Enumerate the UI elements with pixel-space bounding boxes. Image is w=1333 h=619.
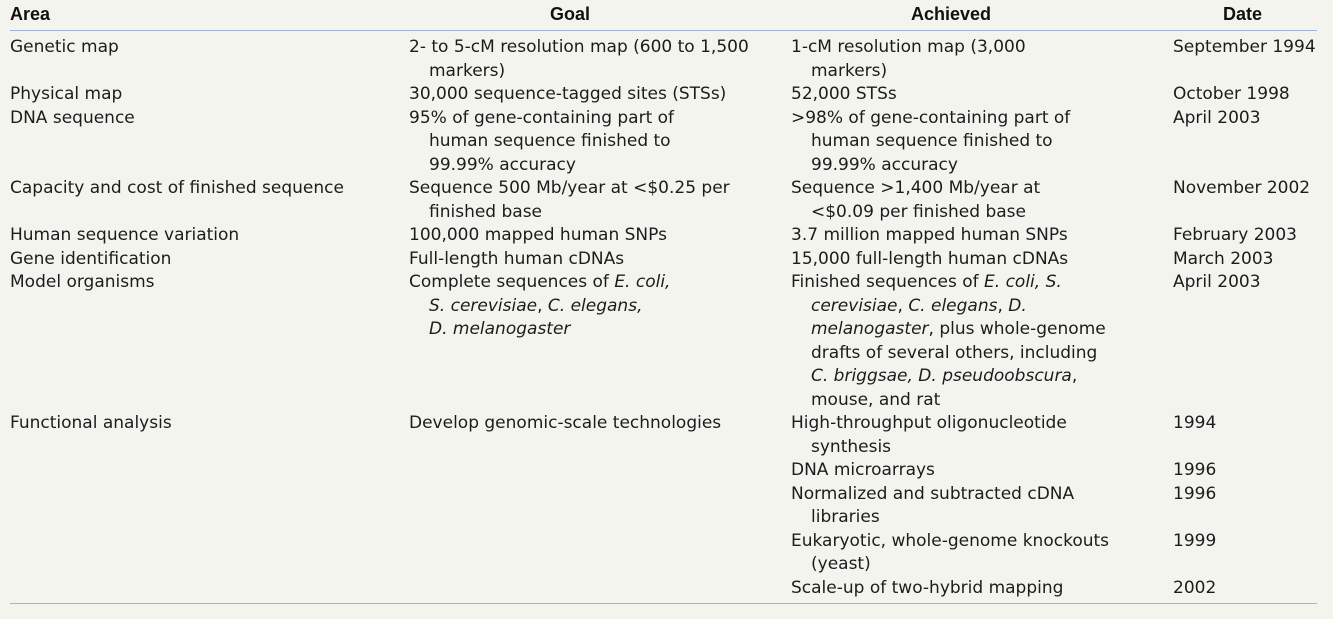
table-row <box>10 224 1317 248</box>
header-achieved: Achieved <box>911 4 992 24</box>
cell-achieved-line: Finished sequences of E. coli, S. <box>791 272 1062 292</box>
cell-achieved-item: Normalized and subtracted cDNA libraries <box>791 483 1075 527</box>
cell-area: Model organisms <box>10 272 155 292</box>
cell-area: Physical map <box>10 84 123 104</box>
table-bottom-rule <box>10 603 1317 604</box>
cell-area: DNA sequence <box>10 107 135 128</box>
cell-achieved-item: DNA microarrays <box>791 460 935 480</box>
cell-date: September 1994 <box>1173 37 1316 57</box>
cell-achieved-line: cerevisiae, C. elegans, D. <box>811 295 1027 316</box>
cell-achieved-item: Eukaryotic, whole-genome knockouts (yeast) <box>791 530 1110 574</box>
header-area: Area <box>10 4 51 24</box>
cell-achieved: 15,000 full-length human cDNAs <box>791 248 1069 269</box>
table-row <box>10 412 1317 600</box>
cell-date: 1996 <box>1173 483 1217 504</box>
cell-area: Functional analysis <box>10 413 172 433</box>
table-row <box>10 271 1317 412</box>
cell-achieved: Sequence >1,400 Mb/year at <$0.09 per finished base <box>791 178 1041 222</box>
cell-date: 1999 <box>1173 530 1217 551</box>
cell-area: Genetic map <box>10 37 119 57</box>
cell-area: Gene identification <box>10 248 172 269</box>
table-row <box>10 107 1317 178</box>
cell-date: March 2003 <box>1173 248 1274 269</box>
cell-area: Capacity and cost of finished sequence <box>10 178 344 198</box>
cell-date: February 2003 <box>1173 225 1297 245</box>
cell-date: April 2003 <box>1173 107 1261 128</box>
cell-achieved: 52,000 STSs <box>791 84 897 104</box>
cell-achieved-line: melanogaster, plus whole-genome drafts of several others, including <box>811 319 1106 363</box>
cell-goal-line: D. melanogaster <box>429 319 571 339</box>
table-header <box>10 0 1317 31</box>
cell-goal: Full-length human cDNAs <box>409 248 625 269</box>
cell-area: Human sequence variation <box>10 225 240 245</box>
cell-achieved: 3.7 million mapped human SNPs <box>791 225 1068 245</box>
cell-goal: 95% of gene-containing part of human sequence finished to 99.99% accuracy <box>409 107 675 175</box>
cell-date: 1994 <box>1173 413 1217 433</box>
table-row <box>10 36 1317 83</box>
cell-achieved-item: High-throughput oligonucleotide synthesis <box>791 413 1067 457</box>
cell-achieved-line: mouse, and rat <box>811 389 941 410</box>
cell-date: November 2002 <box>1173 178 1311 198</box>
cell-achieved <box>791 271 1161 412</box>
cell-achieved-line: C. briggsae, D. pseudoobscura, <box>811 366 1078 386</box>
table-row <box>10 248 1317 272</box>
cell-date: 1996 <box>1173 460 1217 480</box>
cell-date: April 2003 <box>1173 272 1261 292</box>
table-row <box>10 83 1317 107</box>
header-date: Date <box>1223 4 1263 24</box>
cell-date: October 1998 <box>1173 84 1290 104</box>
header-goal: Goal <box>550 4 591 24</box>
cell-achieved-item: Scale-up of two-hybrid mapping <box>791 577 1064 598</box>
cell-date: 2002 <box>1173 577 1217 598</box>
cell-goal: Sequence 500 Mb/year at <$0.25 per finished base <box>409 178 730 222</box>
cell-goal: Develop genomic-scale technologies <box>409 413 722 433</box>
cell-goal <box>409 271 779 342</box>
cell-goal: 2- to 5-cM resolution map (600 to 1,500 markers) <box>409 37 749 81</box>
cell-goal-line: S. cerevisiae, C. elegans, <box>429 295 643 316</box>
cell-achieved: >98% of gene-containing part of human sequence finished to 99.99% accuracy <box>791 107 1071 175</box>
table-body <box>10 31 1317 600</box>
milestones-table <box>10 0 1317 600</box>
cell-achieved: 1-cM resolution map (3,000 markers) <box>791 37 1026 81</box>
cell-goal-line: Complete sequences of E. coli, <box>409 272 671 292</box>
cell-goal: 100,000 mapped human SNPs <box>409 225 667 245</box>
cell-goal: 30,000 sequence-tagged sites (STSs) <box>409 84 727 104</box>
table-row <box>10 177 1317 224</box>
